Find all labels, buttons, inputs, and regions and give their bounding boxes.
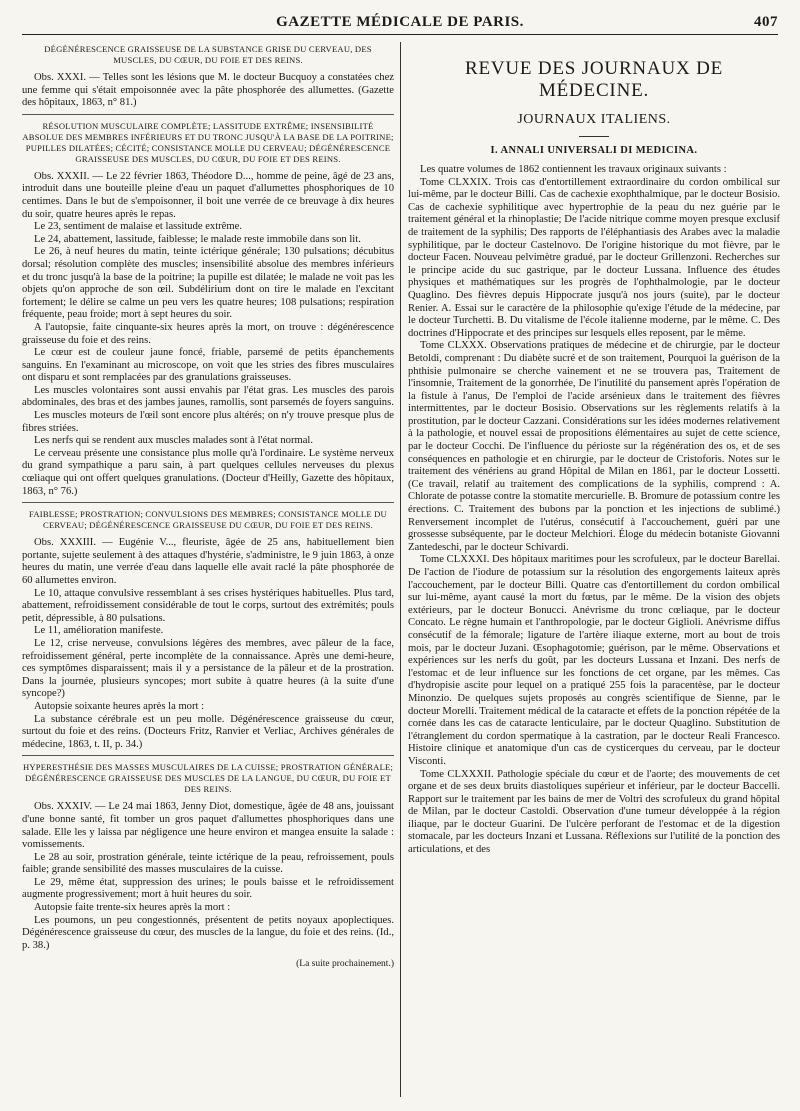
paragraph: Obs. XXXIV. — Le 24 mai 1863, Jenny Diot, domestique, âgée de 48 ans, jouissant d'une bonne santé, fit tomber un gros paquet d'allumettes phosphoriques dans une salade. Elle les y laissa par négligence une heure environ et mangea ensuite la salade : vomissements. xyxy=(22,801,394,851)
page-number: 407 xyxy=(754,14,778,30)
review-subtitle: JOURNAUX ITALIENS. xyxy=(517,112,671,127)
paragraph: Tome CLXXXII. Pathologie spéciale du cœur et de l'aorte; des mouvements de cet organe et de ses deux bruits diastoliques supérieur et inférieur, par le docteur Baccelli. Rapport sur le traitement par les bains de mer de Voltri des scrofuleux du grand hôpital de Milan, par le docteur Castoldi. Observation d'une tumeur développée à la région iliaque, par le docteur Guarini. De l'ulcère perforant de l'estomac et de la digestion stomacale, par les docteurs Inzani et Lussana. Réflexions sur l'utilité de la ponction des articulations, et des xyxy=(408,768,780,856)
paragraph: Les nerfs qui se rendent aux muscles malades sont à l'état normal. xyxy=(34,435,314,447)
review-title: REVUE DES JOURNAUX DE MÉDECINE. xyxy=(465,58,723,101)
paragraph: Autopsie soixante heures après la mort : xyxy=(34,700,205,712)
paragraph: La substance cérébrale est un peu molle. Dégénérescence graisseuse du cœur, surtout du foie et des reins. (Docteurs Fritz, Ranvier et Verliac, Archives générales de médecine, 1863, t. II, p. 34.) xyxy=(22,713,394,750)
section-heading: FAIBLESSE; PROSTRATION; CONVULSIONS DES MEMBRES; CONSISTANCE MOLLE DU CERVEAU; DÉGÉNÉRESCENCE GRAISSEUSE DU CŒUR, DU FOIE ET DES REINS. xyxy=(29,509,387,531)
paragraph: Les muscles volontaires sont aussi envahis par l'état gras. Les muscles des parois abdominales, des bras et des jambes jaunes, ramollis, sont parsemés de foyers sanguins. xyxy=(22,384,394,409)
paragraph: Le cœur est de couleur jaune foncé, friable, parsemé de petits épanchements sanguins. En l'examinant au microscope, on voit que les stries des fibres musculaires ont disparu et sont remplacées par des granulations graisseuses. xyxy=(22,347,394,384)
paragraph: Le 28 au soir, prostration générale, teinte ictérique de la peau, refroissement, pouls faible; grande sensibilité des masses musculaires de la cuisse. xyxy=(22,851,394,876)
paragraph: Le 24, abattement, lassitude, faiblesse; le malade reste immobile dans son lit. xyxy=(34,233,361,245)
divider xyxy=(22,114,394,115)
paragraph: Le 26, à neuf heures du matin, teinte ictérique générale; 130 pulsations; décubitus dorsal; résolution complète des muscles; insensibilité absolue des membres inférieurs et du tronc jusqu'à la base de la poitrine; la pupille est dilatée; le malade ne voit pas les objets qu'on approche de son œil. Subdélirium dont on tire le malade en l'excitant fortement; le délire se calme un peu vers les quatre heures; 108 pulsations; respiration fréquente, peau froide; mort à sept heures du soir. xyxy=(22,246,394,321)
section-heading: DÉGÉNÉRESCENCE GRAISSEUSE DE LA SUBSTANCE GRISE DU CERVEAU, DES MUSCLES, DU CŒUR, DU FOIE ET DES REINS. xyxy=(44,44,372,65)
paragraph: Le 29, même état, suppression des urines; le pouls baisse et le refroidissement augmente progressivement; mort à huit heures du soir. xyxy=(22,876,394,901)
paragraph: Les muscles moteurs de l'œil sont encore plus altérés; on n'y trouve presque plus de fibres striées. xyxy=(22,410,394,434)
section-heading: HYPERESTHÉSIE DES MASSES MUSCULAIRES DE LA CUISSE; PROSTRATION GÉNÉRALE; DÉGÉNÉRESCENCE GRAISSEUSE DES MUSCLES DE LA LANGUE, DU CŒUR, DU FOIE ET DES REINS. xyxy=(22,762,394,795)
paragraph: A l'autopsie, faite cinquante-six heures après la mort, on trouve : dégénérescence graisseuse du foie et des reins. xyxy=(22,321,394,346)
paragraph: Tome CLXXXI. Des hôpitaux maritimes pour les scrofuleux, par le docteur Barellai. De l'action de l'iodure de potassium sur la résolution des engorgements laiteux après l'accouchement, par le docteur Billi. Quatre cas d'entortillement du cordon ombilical sur lui-même, ayant causé la mort du fœtus, par le même. De la vision des objets extérieurs, par le docteur Bonucci. Anévrisme du tronc cœliaque, par le docteur Concato. Le règne humain et l'anthropologie, par le docteur Giglioli. Anévrisme diffus consécutif de la fémorale; ligature de l'artère iliaque externe, mort au bout de trois mois, par le docteur Juzani. Œsophagotomie; guérison, par le même. Observations et expériences sur les nerfs du goût, par les docteurs Lussana et Inzani. Des nerfs de l'estomac et de leur influence sur les fonctions de cet organe, par les mêmes. Cas d'hydropisie ascite pour lequel on a pratiqué 255 fois la paracentèse, par le docteur Minonzio. De quelques sujets proposés au congrès scientifique de Sienne, par le docteur Morelli. Traitement médical de la cataracte et effets de la ponction répétée de la cornée dans les cas de cataracte lenticulaire, par le docteur Quaglino. Substitution de l'étranglement du cordon spermatique à la castration, par le docteur Reali Francesco. Histoire clinique et anatomique d'un cas de cysticerques du cerveau, par le docteur Visconti. xyxy=(408,554,780,767)
paragraph: Tome CLXXIX. Trois cas d'entortillement extraordinaire du cordon ombilical sur lui-même, par le docteur Billi. Cas de cachexie exophthalmique, par le docteur Bosisio. Cas de cachexie syphilitique avec hypertrophie de la peau du nez guérie par le traitement général et la rhinoplastie; De l'acide nitrique comme moyen presque exclusif de traitement de la syphilis; Des rapports de l'éléphantiasis des Arabes avec la maladie syphilitique, par le docteur Castelnovo. De l'origine historique du mot fièvre, par le docteur Facen. Nouveau pelvimètre gradué, par le docteur Grillenzoni. Recherches sur le principe acide du suc gastrique, par le docteur Lussana. Influence des études physiques et mathématiques sur les progrès de l'ophthalmologie, par le docteur Quaglino. Des fièvres depuis Hippocrate jusqu'à nos jours (suite), par le docteur Renier. A. Essai sur le caractère de la philosophie qu'exige l'étude de la médecine, par le docteur Turchetti. B. Du vitalisme de l'école italienne moderne, par le même. C. Des doctrines d'Hippocrate et des principes sur lesquels elles reposent, par le même. xyxy=(408,176,780,339)
paragraph: Les quatre volumes de 1862 contiennent les travaux originaux suivants : xyxy=(420,164,727,175)
continuation-note: (La suite prochainement.) xyxy=(296,959,394,970)
running-head xyxy=(22,10,778,35)
divider xyxy=(22,755,394,756)
separator-line xyxy=(579,136,609,137)
section-heading: RÉSOLUTION MUSCULAIRE COMPLÈTE; LASSITUDE EXTRÊME; INSENSIBILITÉ ABSOLUE DES MEMBRES INFÉRIEURS ET DU TRONC JUSQU'À LA BASE DE LA POITRINE; PUPILLES DILATÉES; CÉCITÉ; CONSISTANCE MOLLE DU CERVEAU; DÉGÉNÉRESCENCE GRAISSEUSE DES MUSCLES, DU CŒUR, DU FOIE ET DES REINS. xyxy=(22,120,394,164)
paragraph: Les poumons, un peu congestionnés, présentent de petits noyaux apoplectiques. Dégénérescence graisseuse du cœur, des muscles de la langue, du foie et des reins. (Id., p. 38.) xyxy=(22,914,394,951)
paragraph: Le 23, sentiment de malaise et lassitude extrême. xyxy=(34,221,242,233)
paragraph: Obs. XXXIII. — Eugénie V..., fleuriste, âgée de 25 ans, habituellement bien portante, sujette seulement à des attaques d'hystérie, s'administre, le 9 juin 1863, à onze heures du matin, une verrée d'eau dans laquelle elle avait raclé la pâte phosphorée de 60 allumettes environ. xyxy=(22,537,394,586)
column-divider xyxy=(400,42,401,1097)
paragraph: Le 12, crise nerveuse, convulsions légères des membres, avec pâleur de la face, refroidissement général, perte incomplète de la connaissance. Après une demi-heure, ces symptômes disparaissent; mais il y a persistance de la pâleur et de la prostration. Dans la journée, plusieurs syncopes; mort subite à quatre heures (à la suite d'une syncope?) xyxy=(22,637,394,700)
paragraph: Obs. XXXII. — Le 22 février 1863, Théodore D..., homme de peine, âgé de 23 ans, introduit dans une bouteille pleine d'eau un paquet d'allumettes phosphoriques de 10 centimes. Dans le but de s'empoisonner, il boit une verrée de ce breuvage à dix heures du soir, quatre heures après le repas. xyxy=(22,170,394,220)
left-column xyxy=(22,42,394,1097)
paragraph: Obs. XXXI. — Telles sont les lésions que M. le docteur Bucquoy a constatées chez une femme qui s'était empoisonnée avec la pâte phosphorée des allumettes. (Gazette des hôpitaux, 1863, n° 81.) xyxy=(22,72,394,109)
right-column xyxy=(408,42,780,1097)
paragraph: Le 10, attaque convulsive ressemblant à ses crises hystériques habituelles. Plus tard, abattement, refroidissement considérable de tout le corps, surtout des extrémités; pouls petit, dépressible, à 80 pulsations. xyxy=(22,587,394,624)
journal-title: GAZETTE MÉDICALE DE PARIS. xyxy=(276,14,524,30)
paragraph: Autopsie faite trente-six heures après la mort : xyxy=(34,902,231,914)
paragraph: Le cerveau présente une consistance plus molle qu'à l'ordinaire. Le système nerveux du grand sympathique a paru sain, à part quelques cellules nerveuses du plexus cœliaque qui ont offert quelques granulations. (Docteur d'Heilly, Gazette des hôpitaux, 1863, n° 76.) xyxy=(22,447,394,497)
review-section-title: I. ANNALI UNIVERSALI DI MEDICINA. xyxy=(490,145,698,156)
divider xyxy=(22,502,394,503)
paragraph: Tome CLXXX. Observations pratiques de médecine et de chirurgie, par le docteur Betoldi, comprenant : Du diabète sucré et de son traitement, Pourquoi la guérison de la phthisie pulmonaire se cherche vainement et ne se trouvera pas, Traitement de l'insomnie, Traitement de la gonorrhée, De l'inutilité du pansement après l'opération de la fistule à l'anus, De l'emploi de l'acide arsénieux dans le traitement des fièvres intermittentes, par le docteur Bosisio. Observations sur les règlements relatifs à la prostitution, par le docteur Cazzani. Considérations sur les idées modernes relativement à la pathologie, et nouvel essai de propositions élémentaires au sujet de cette science, par le docteur Cocchi. De l'influence du périoste sur la régénération des os, et de ses conséquences en pathologie et en chirurgie, par le docteur de Cristoforis. Notes sur le traitement des vénériens au grand Hôpital de Milan en 1861, par le docteur Lossetti. (Ce travail, relatif au traitement des complications de la syphilis, comprend : A. Chlorate de potasse contre la stomatite mercurielle. B. Bromure de potassium contre les érections. C. Traitement des bubons par la ponction et les injections de sublimé.) Renversement incomplet de l'utérus, consécutif à l'accouchement, guéri par une grossesse subséquente, par le docteur Melchiori. Éloge du médecin botaniste Giovanni Zantedeschi, par le docteur Schivardi. xyxy=(408,340,780,553)
paragraph: Le 11, amélioration manifeste. xyxy=(34,625,164,637)
